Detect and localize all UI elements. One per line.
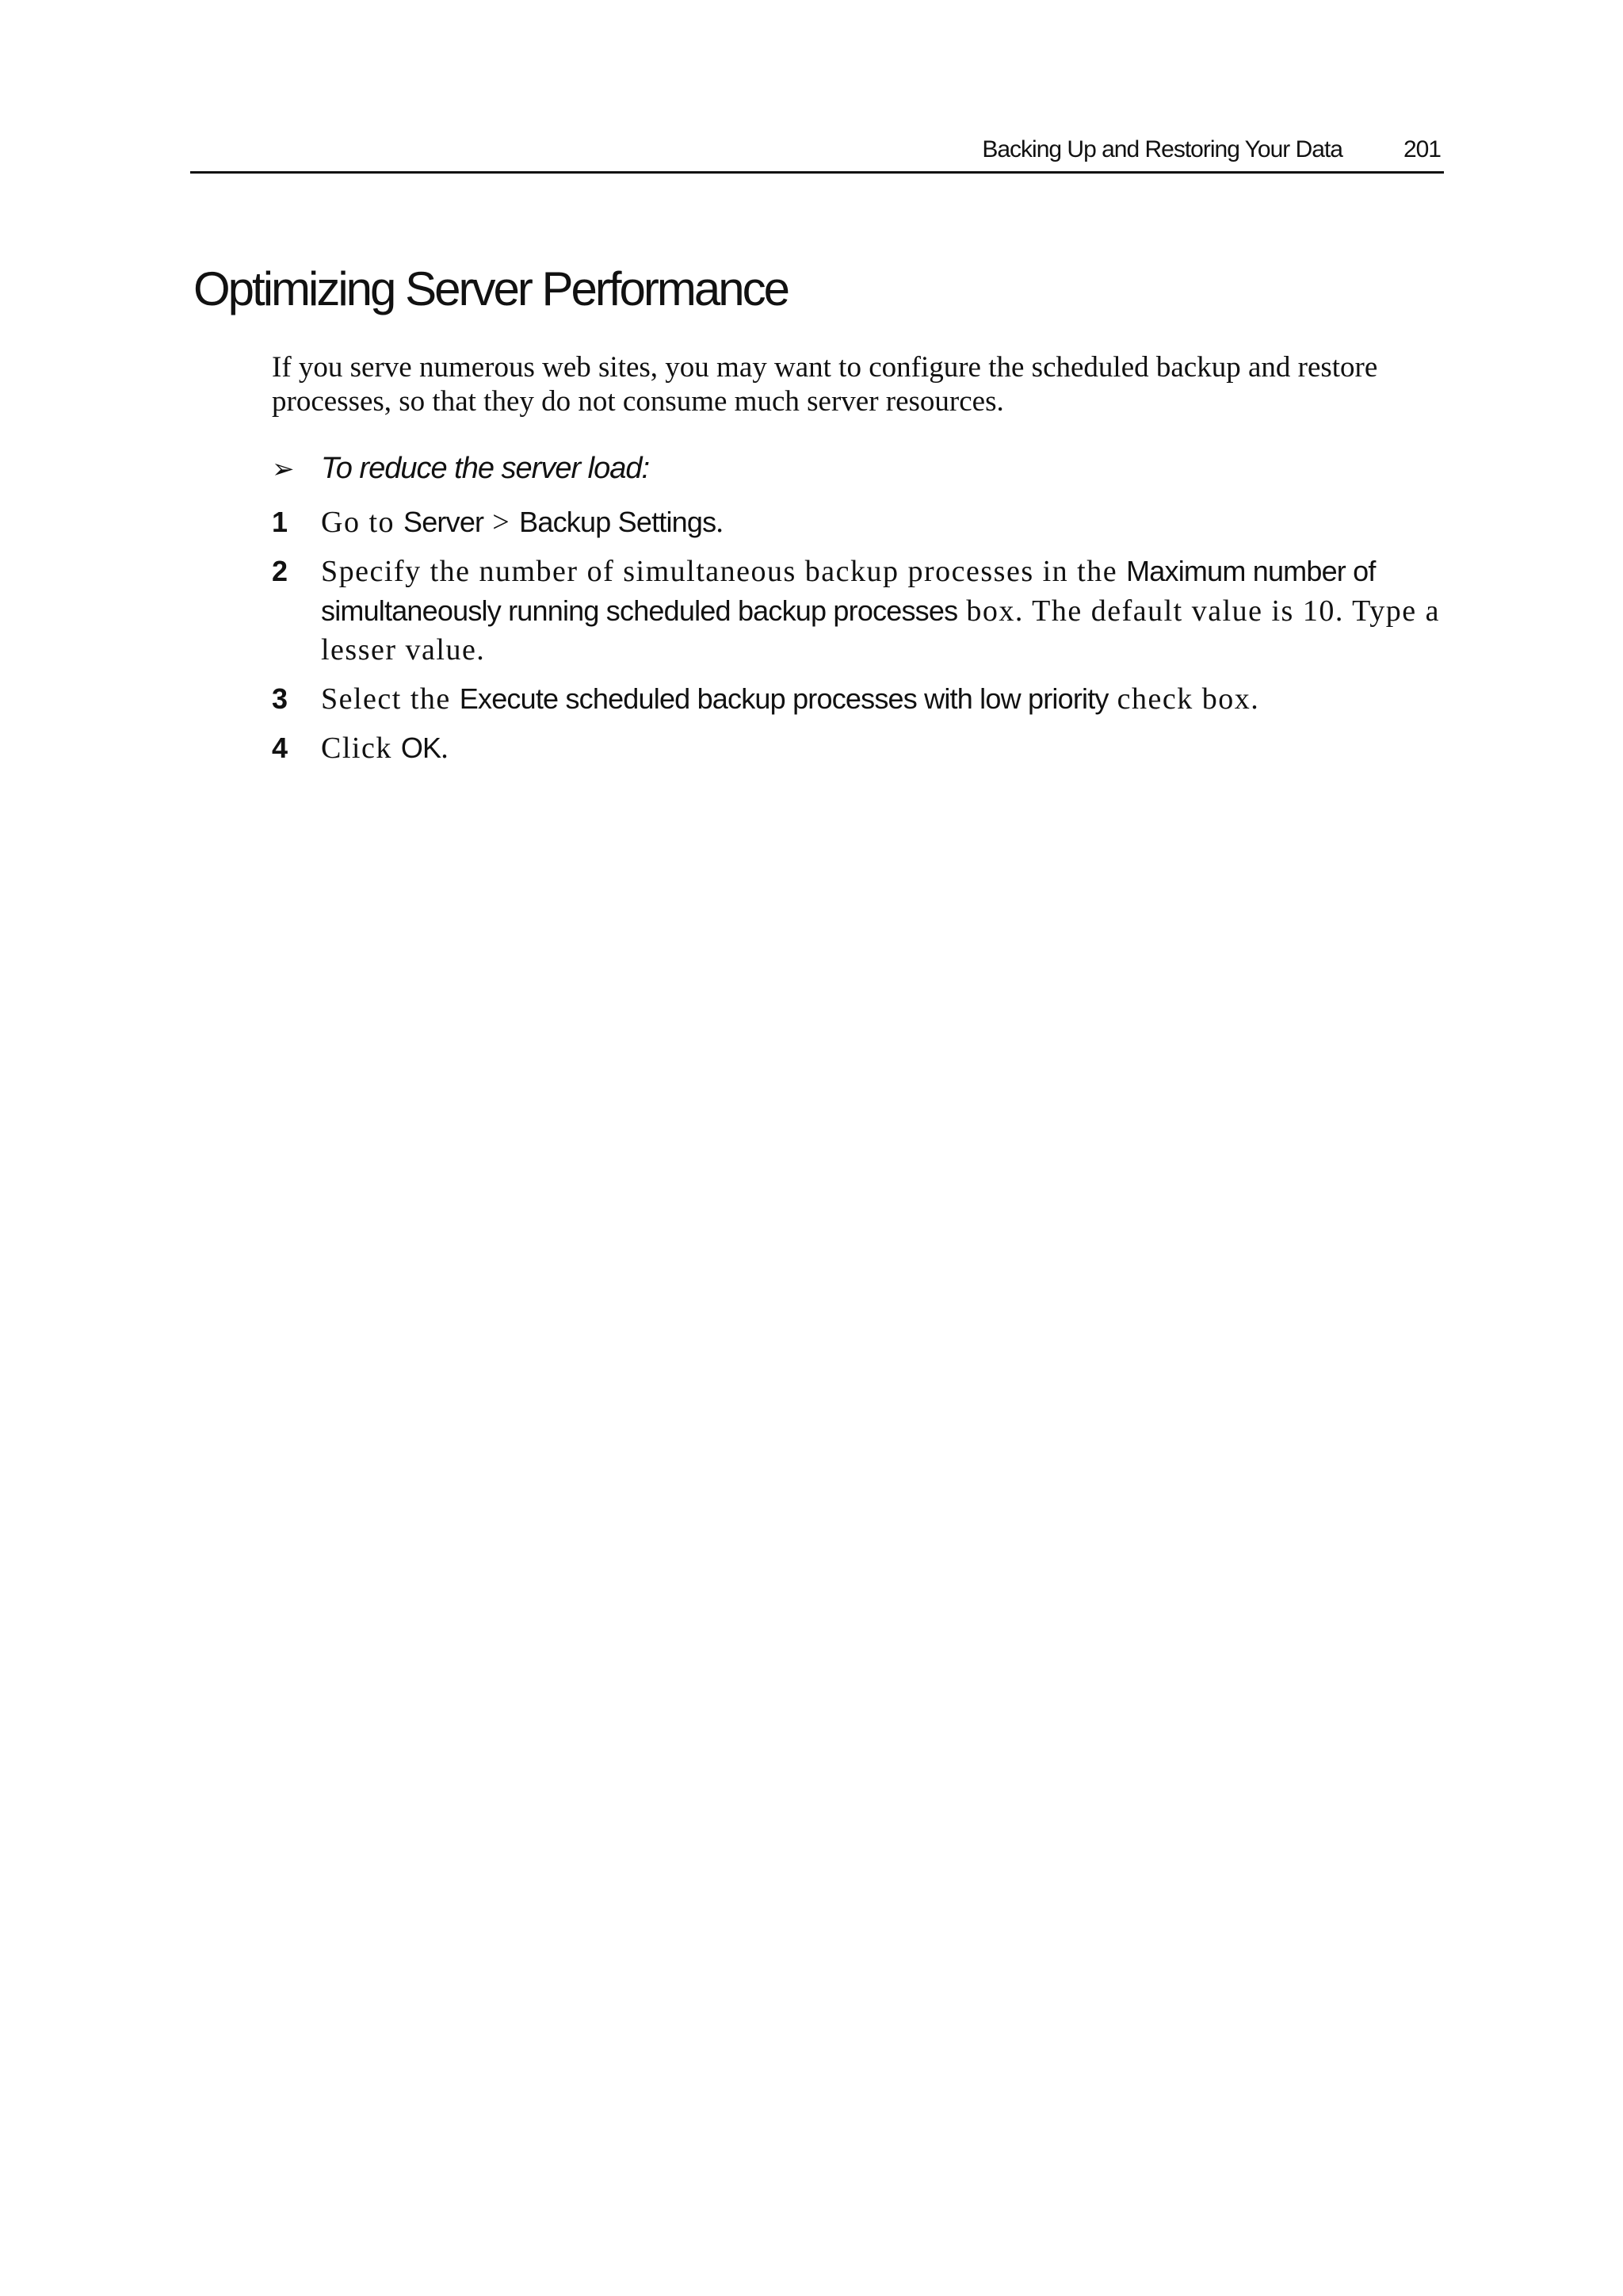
step-text: Click: [321, 732, 401, 765]
list-item: [272, 679, 1445, 719]
step-number: 3: [272, 682, 288, 715]
procedure-heading: [272, 452, 649, 486]
list-item: [272, 552, 1445, 670]
step-text: Go to: [321, 506, 403, 539]
procedure-heading-text: To reduce the server load:: [321, 452, 650, 485]
ui-term-low-priority: Execute scheduled backup processes with low priority: [459, 682, 1109, 715]
ui-term-server: Server: [403, 506, 484, 538]
list-item: [272, 502, 1445, 542]
step-text: .: [441, 732, 450, 765]
step-number: 1: [272, 506, 288, 538]
ui-term-backup-settings: Backup Settings: [519, 506, 716, 538]
running-header: [190, 133, 1444, 174]
intro-paragraph: If you serve numerous web sites, you may want to configure the scheduled backup and restore processes, so that they do not consume much server resources.: [272, 351, 1378, 418]
step-number: 4: [272, 732, 288, 764]
ui-term-ok: OK: [400, 732, 441, 764]
page-number: 201: [1403, 136, 1441, 162]
arrow-bullet-icon: ➢: [272, 453, 294, 485]
section-title: Optimizing Server Performance: [193, 262, 788, 315]
chapter-title: Backing Up and Restoring Your Data: [982, 136, 1342, 162]
step-text: check box.: [1108, 682, 1260, 716]
step-text: .: [716, 506, 725, 539]
step-text: box. The default value is 10. Type a lesser value.: [321, 594, 1440, 667]
ui-term-max-processes: Maximum number of simultaneously running scheduled backup processes: [321, 555, 1376, 627]
list-item: [272, 728, 1445, 768]
step-text: Specify the number of simultaneous backup processes in the: [321, 555, 1127, 588]
step-number: 2: [272, 555, 288, 587]
step-text: >: [483, 506, 520, 539]
steps-list: [272, 502, 1445, 777]
step-text: Select the: [321, 682, 460, 716]
